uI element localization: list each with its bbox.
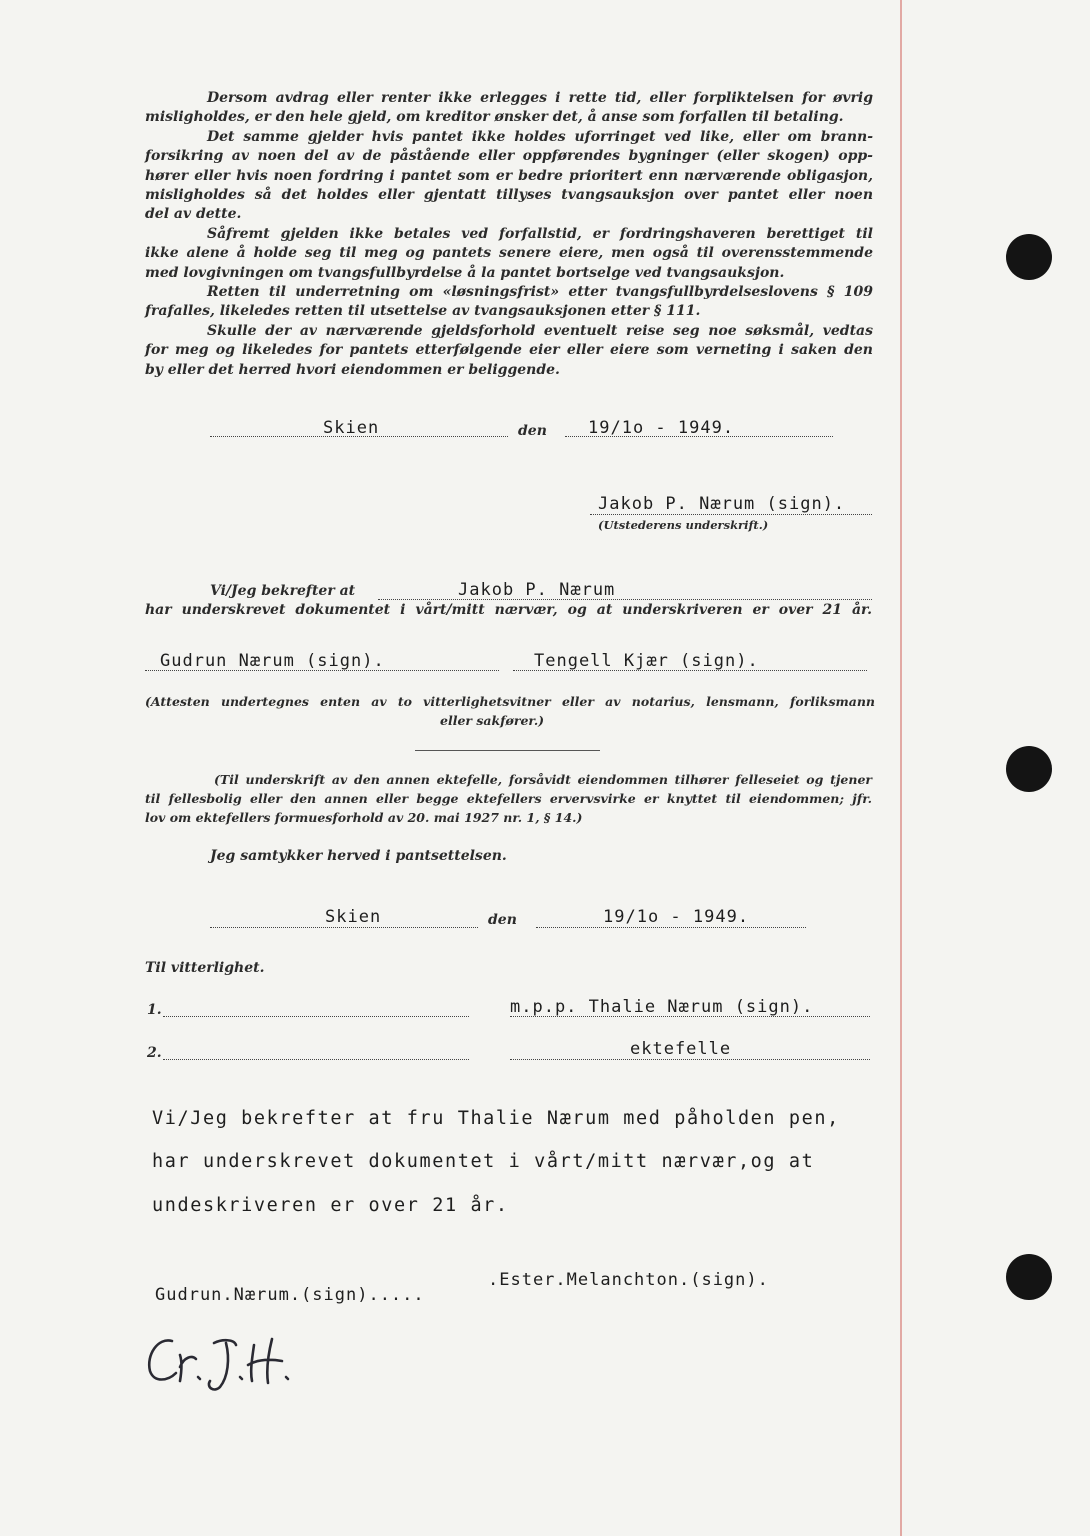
issuer-dotted-line [590,514,872,515]
typed-attest-line: undeskriveren er over 21 år. [152,1195,509,1216]
den-label: den [518,423,547,439]
text-line: frafalles, likeledes retten til utsettelse av tvangsauksjonen etter § 111. [145,303,701,320]
default-clause [145,89,873,128]
spouse-signature: m.p.p. Thalie Nærum (sign). [510,997,814,1017]
date-value: 19/1o - 1949. [588,418,735,438]
text-line: Det samme gjelder hvis pantet ikke holdes uforringet ved like, eller om brann- [207,129,873,145]
handwritten-initials [140,1325,300,1395]
witness2-signature: Tengell Kjær (sign). [534,651,759,671]
text-line: med lovgivningen om tvangsfullbyrdelse å la pantet bortselge ved tvangsauksjon. [145,264,785,281]
witnessing-heading: Til vitterlighet. [145,960,265,976]
place-value: Skien [325,907,382,927]
text-line: Dersom avdrag eller renter ikke erlegges i rette tid, eller forpliktelsen for øvrig [207,90,873,106]
attest-prefix: Vi/Jeg bekrefter at [210,583,356,599]
text-line: ikke alene å holde seg til meg og pantets senere eiere, men også til overensstemmende [145,245,873,262]
text-line: Retten til underretning om «løsningsfrist» etter tvangsfullbyrdelseslovens § 109 [207,284,873,300]
enforcement-clause [145,225,873,283]
punch-hole [1006,234,1052,280]
place-value: Skien [323,418,380,438]
text-line: for meg og likeledes for pantets etterfølgende eier eller eiere som verneting i saken den [145,342,873,359]
notice-clause [145,283,873,322]
spouse-note-line: (Til underskrift av den annen ektefelle, forsåvidt eiendommen tilhører felleseiet og tjener [214,772,872,787]
spouse-role: ektefelle [630,1039,732,1059]
issuer-caption: (Utstederens underskrift.) [598,518,769,532]
den-label: den [488,912,517,928]
typed-attest-line: har underskrevet dokumentet i vårt/mitt nærvær,og at [152,1151,815,1172]
consent-text: Jeg samtykker herved i pantsettelsen. [210,848,507,864]
spouse-note-line: lov om ektefellers formuesforhold av 20. mai 1927 nr. 1, § 14.) [145,810,583,825]
text-line: del av dette. [145,206,242,223]
text-line: Såfremt gjelden ikke betales ved forfallstid, er fordringshaveren berettiget til [207,226,873,242]
issuer-signature: Jakob P. Nærum (sign). [598,494,846,514]
role-dotted-line [510,1059,870,1060]
typed-attest-line: Vi/Jeg bekrefter at fru Thalie Nærum med påholden pen, [152,1108,840,1129]
spouse-note-line: til fellesbolig eller den annen eller begge ektefellers ervervsvirke er knyttet til eiendommen; jfr. [145,791,872,806]
date-dotted-line [536,927,806,928]
margin-line [900,0,902,1536]
text-line: by eller det herred hvori eiendommen er beliggende. [145,361,560,378]
text-line: Skulle der av nærværende gjeldsforhold eventuelt reise seg noe søksmål, vedtas [207,323,873,339]
punch-hole [1006,746,1052,792]
attest-text: har underskrevet dokumentet i vårt/mitt nærvær, og at underskriveren er over 21 år. [145,602,872,618]
witness-number: 2. [147,1045,162,1061]
text-line: forsikring av noen del av de påstående eller oppførendes bygninger (eller skogen) opp- [145,148,873,165]
attest-name: Jakob P. Nærum [458,580,616,600]
separator-rule [415,750,600,751]
typed-witness1: Gudrun.Nærum.(sign)..... [155,1285,425,1305]
witness1-signature: Gudrun Nærum (sign). [160,651,385,671]
witness-dotted-line [163,1016,469,1017]
text-line: misligholdes så det holdes eller gjentatt tillyses tvangsauksjon over pantet eller noen [145,186,873,203]
impairment-clause [145,128,873,224]
text-line: misligholdes, er den hele gjeld, om kreditor ønsker det, å anse som forfallen til betaling. [145,109,844,126]
witness-dotted-line [163,1059,469,1060]
text-line: hører eller hvis noen fordring i pantet som er bedre prioritert enn nærværende obligasjon, [145,167,873,184]
attest-note-line: (Attesten undertegnes enten av to vitterlighetsvitner eller av notarius, lensmann, forliksmann [145,694,875,709]
place-dotted-line [210,927,478,928]
attest-name-dotted-line [378,599,872,600]
witness-number: 1. [147,1002,162,1018]
attest-note-line: eller sakfører.) [440,713,545,728]
venue-clause [145,322,873,380]
date-value: 19/1o - 1949. [603,907,750,927]
typed-witness2: .Ester.Melanchton.(sign). [488,1270,769,1290]
punch-hole [1006,1254,1052,1300]
